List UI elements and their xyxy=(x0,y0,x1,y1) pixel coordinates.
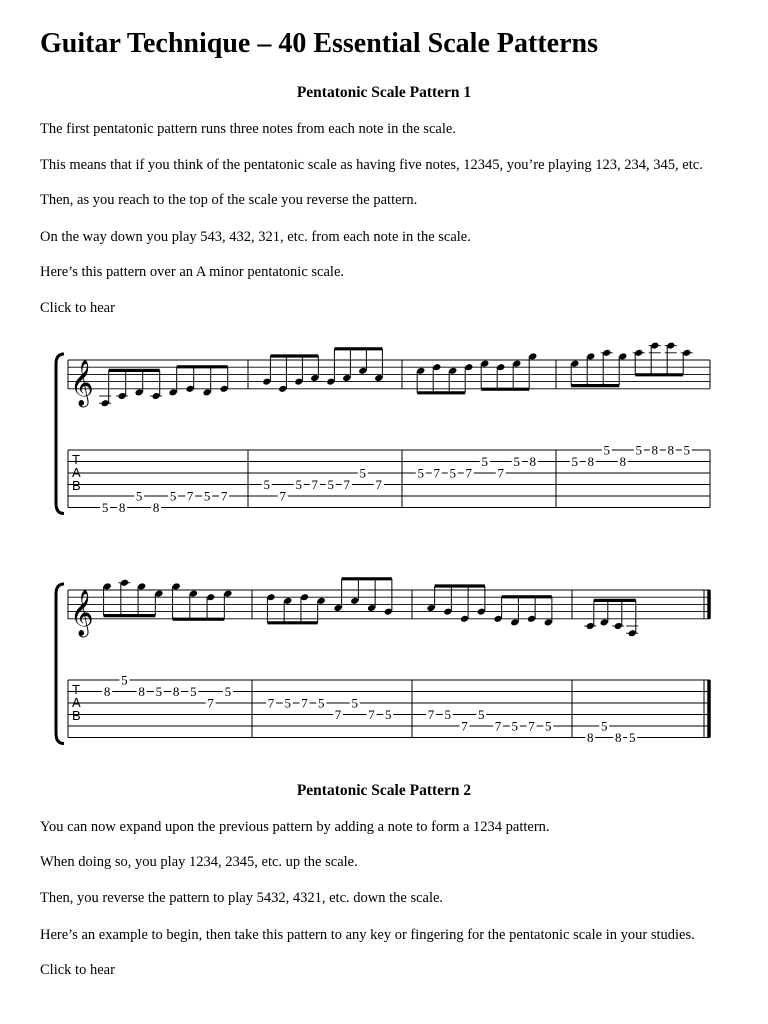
paragraph: Here’s an example to begin, then take this pattern to any key or fingering for the pentatonic scale in your studies. xyxy=(40,927,695,943)
tab-fret-number: 5 xyxy=(481,454,489,469)
tab-fret-number: 5 xyxy=(513,454,521,469)
paragraph: You can now expand upon the previous pattern by adding a note to form a 1234 pattern. xyxy=(40,819,550,835)
click-to-hear-link-2[interactable]: Click to hear xyxy=(40,962,115,978)
tab-fret-number: 5 xyxy=(571,454,579,469)
tab-clef-label: B xyxy=(72,708,81,723)
tab-fret-number: 5 xyxy=(190,684,197,699)
tab-fret-number: 8 xyxy=(138,684,145,699)
tab-fret-number: 5 xyxy=(683,442,691,458)
tab-fret-number: 5 xyxy=(628,730,636,745)
tab-fret-number: 7 xyxy=(186,488,194,504)
tab-fret-number: 5 xyxy=(327,477,335,492)
paragraph: Then, you reverse the pattern to play 5432, 4321, etc. down the scale. xyxy=(40,890,444,906)
tab-fret-number: 7 xyxy=(528,718,535,734)
click-to-hear-link-1[interactable]: Click to hear xyxy=(40,300,115,316)
tab-clef-label: A xyxy=(72,695,81,710)
tab-fret-number: 8 xyxy=(118,500,126,515)
tab-fret-number: 7 xyxy=(267,695,275,711)
tab-clef-label: T xyxy=(72,682,80,697)
tab-fret-number: 5 xyxy=(318,695,325,711)
section-heading-pattern-1: Pentatonic Scale Pattern 1 xyxy=(296,84,472,101)
tab-fret-number: 5 xyxy=(351,695,359,711)
tab-fret-number: 8 xyxy=(651,442,659,458)
tab-fret-number: 5 xyxy=(449,465,457,481)
tab-fret-number: 7 xyxy=(301,695,308,711)
tab-fret-number: 5 xyxy=(169,488,177,504)
tab-fret-number: 8 xyxy=(619,454,627,469)
tab-fret-number: 5 xyxy=(203,488,211,504)
tab-fret-number: 5 xyxy=(478,707,485,722)
tab-fret-number: 5 xyxy=(545,718,552,734)
tab-fret-number: 5 xyxy=(224,684,232,699)
tab-fret-number: 5 xyxy=(444,707,452,722)
tab-fret-number: 8 xyxy=(152,500,160,515)
notation-system-2 xyxy=(0,570,768,770)
tab-fret-number: 8 xyxy=(614,730,622,745)
tab-fret-number: 8 xyxy=(172,684,180,699)
tab-clef-label: T xyxy=(72,452,80,467)
tab-clef-label: A xyxy=(72,465,81,480)
tab-fret-number: 5 xyxy=(295,477,303,492)
notation-system-1 xyxy=(0,340,768,540)
paragraph: On the way down you play 543, 432, 321, etc. from each note in the scale. xyxy=(40,229,471,245)
tab-clef-label: B xyxy=(72,478,81,493)
paragraph: When doing so, you play 1234, 2345, etc. up the scale. xyxy=(40,854,358,870)
tab-fret-number: 8 xyxy=(103,684,111,699)
paragraph: This means that if you think of the pentatonic scale as having five notes, 12345, you’re playing 123, 234, 345, etc. xyxy=(40,157,703,173)
system-brace xyxy=(56,584,64,744)
tab-fret-number: 5 xyxy=(359,465,367,481)
tab-fret-number: 5 xyxy=(417,465,425,481)
treble-clef-icon: 𝄞 xyxy=(70,589,94,636)
paragraph: The first pentatonic pattern runs three notes from each note in the scale. xyxy=(40,121,456,137)
document-title: Guitar Technique – 40 Essential Scale Patterns xyxy=(40,28,598,59)
tab-fret-number: 7 xyxy=(433,465,441,481)
tab-fret-number: 5 xyxy=(121,672,128,688)
tab-fret-number: 7 xyxy=(311,477,319,492)
tab-fret-number: 5 xyxy=(135,488,143,504)
tab-fret-number: 8 xyxy=(586,730,594,745)
tab-fret-number: 7 xyxy=(465,465,473,481)
tab-fret-number: 5 xyxy=(101,500,109,515)
treble-clef-icon: 𝄞 xyxy=(70,359,94,406)
tab-fret-number: 5 xyxy=(511,718,519,734)
tab-fret-number: 7 xyxy=(494,718,502,734)
tab-fret-number: 5 xyxy=(155,684,163,699)
tab-fret-number: 5 xyxy=(600,718,608,734)
tab-fret-number: 5 xyxy=(603,442,611,458)
paragraph: Here’s this pattern over an A minor pentatonic scale. xyxy=(40,264,345,280)
system-brace xyxy=(56,354,64,514)
tab-fret-number: 7 xyxy=(207,695,214,711)
tab-fret-number: 5 xyxy=(635,442,643,458)
tab-fret-number: 5 xyxy=(385,707,392,722)
tab-fret-number: 7 xyxy=(497,465,505,481)
tab-fret-number: 7 xyxy=(279,488,287,504)
tab-fret-number: 5 xyxy=(263,477,271,492)
paragraph: Then, as you reach to the top of the scale you reverse the pattern. xyxy=(40,192,418,208)
tab-fret-number: 7 xyxy=(375,477,383,492)
tab-fret-number: 7 xyxy=(220,488,228,504)
tab-fret-number: 5 xyxy=(284,695,292,711)
tab-fret-number: 7 xyxy=(427,707,435,722)
tab-fret-number: 8 xyxy=(529,454,537,469)
tab-fret-number: 8 xyxy=(667,442,675,458)
tab-fret-number: 8 xyxy=(587,454,595,469)
tab-fret-number: 7 xyxy=(343,477,351,492)
section-heading-pattern-2: Pentatonic Scale Pattern 2 xyxy=(296,782,472,799)
tab-fret-number: 7 xyxy=(334,707,342,722)
tab-fret-number: 7 xyxy=(368,707,375,722)
tab-fret-number: 7 xyxy=(461,718,468,734)
